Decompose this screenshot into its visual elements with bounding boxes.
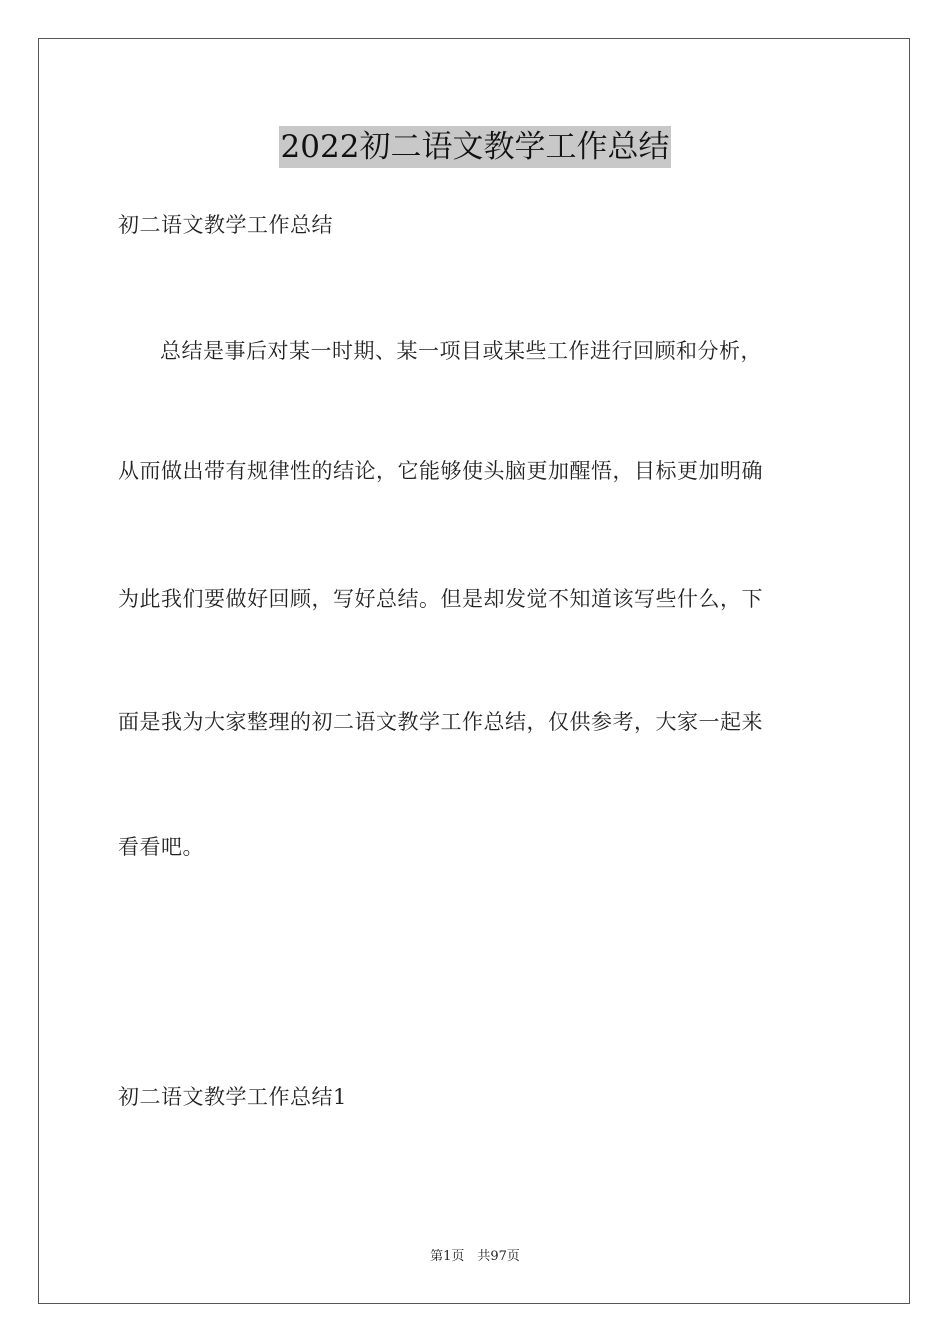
title-container	[0, 126, 950, 168]
section-heading: 初二语文教学工作总结1	[118, 1085, 347, 1109]
paragraph-line: 看看吧。	[118, 835, 204, 859]
paragraph-line: 从而做出带有规律性的结论，它能够使头脑更加醒悟，目标更加明确	[118, 459, 763, 483]
document-title: 2022初二语文教学工作总结	[279, 126, 672, 168]
paragraph-line: 为此我们要做好回顾，写好总结。但是却发觉不知道该写些什么，下	[118, 587, 763, 611]
document-subtitle: 初二语文教学工作总结	[118, 213, 333, 237]
paragraph-line: 面是我为大家整理的初二语文教学工作总结，仅供参考，大家一起来	[118, 710, 763, 734]
paragraph-line: 总结是事后对某一时期、某一项目或某些工作进行回顾和分析，	[160, 339, 762, 363]
page-footer: 第1页 共97页	[430, 1249, 520, 1264]
